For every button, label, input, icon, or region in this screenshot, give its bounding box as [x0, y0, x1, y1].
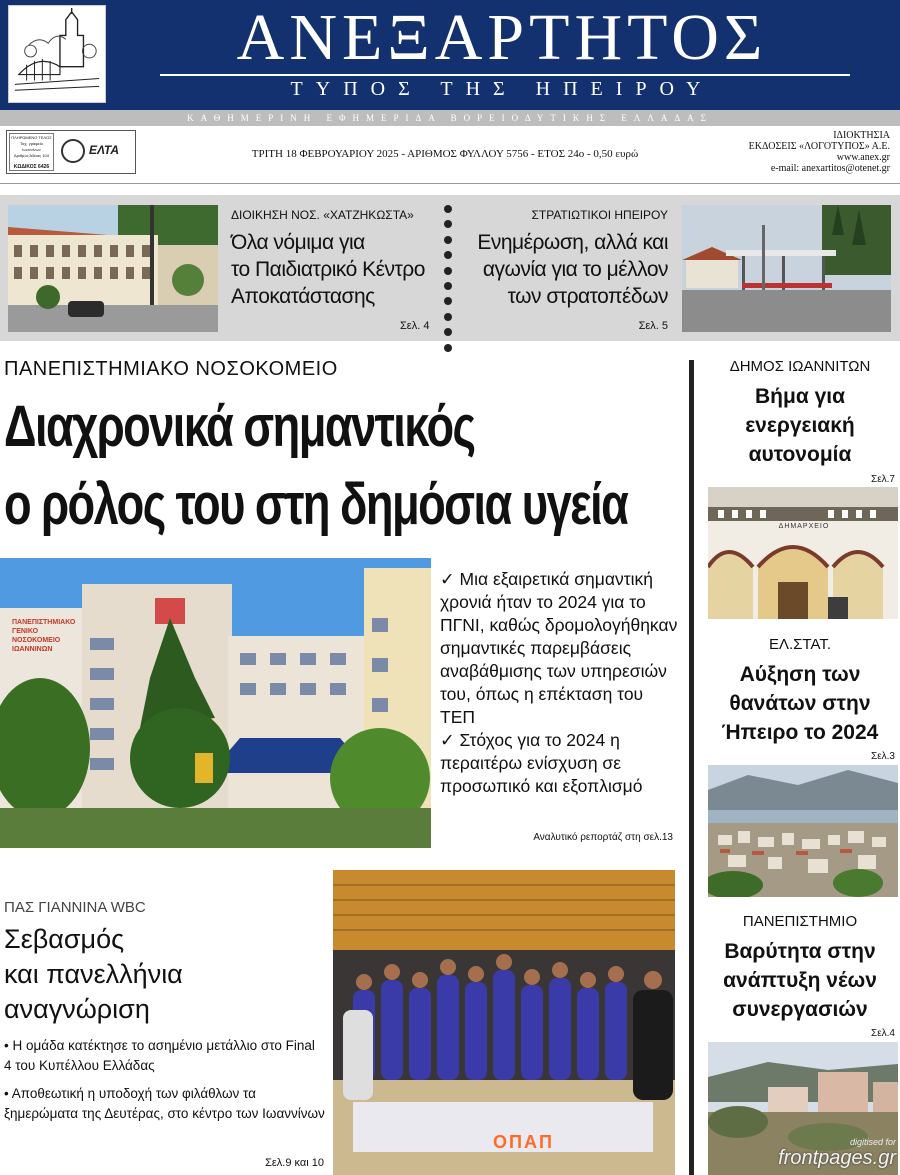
teaser-1-headline-line: το Παιδιατρικό Κέντρο — [231, 258, 425, 281]
teaser-1-headline-line: Όλα νόμιμα για — [231, 231, 365, 254]
sidebar-1-page: Σελ.7 — [871, 474, 895, 485]
watermark-small: digitised for — [849, 1137, 896, 1147]
lead-bullets — [440, 568, 680, 798]
newspaper-title: ΑΝΕΞΑΡΤΗΤΟΣ — [236, 1, 768, 74]
court-sponsor-logo: ΟΠΑΠ — [493, 1132, 554, 1152]
postal-stamp — [6, 130, 136, 174]
watermark — [776, 1138, 896, 1170]
teaser-divider-dots — [444, 205, 454, 335]
sidebar-2-headline-line: θανάτων στην — [729, 692, 871, 715]
military-camp-photo[interactable] — [682, 205, 891, 332]
sidebar-1-headline-line: αυτονομία — [748, 443, 852, 466]
teaser-1-headline-line: Αποκατάστασης — [231, 285, 375, 308]
sidebar-2-headline-line: Ήπειρο το 2024 — [721, 721, 879, 744]
pas-bullet: • Η ομάδα κατέκτησε το ασημένιο μετάλλιο στο Final 4 του Κυπέλλου Ελλάδας — [4, 1038, 315, 1073]
ownership-info — [700, 130, 890, 174]
rehab-centre-photo[interactable] — [8, 205, 218, 332]
teaser-1-label: ΔΙΟΙΚΗΣΗ ΝΟΣ. «ΧΑΤΖΗΚΩΣΤΑ» — [231, 208, 414, 222]
sidebar-2-page: Σελ.3 — [871, 751, 895, 762]
teaser-2-headline[interactable] — [460, 229, 668, 310]
hospital-sign — [12, 618, 84, 654]
teaser-2-headline-line: αγωνία για το μέλλον — [482, 258, 668, 281]
sidebar-2-headline[interactable] — [705, 660, 895, 747]
column-rule — [689, 360, 694, 1175]
elta-logo: ΕΛΤΑ — [89, 143, 120, 157]
lead-reference: Αναλυτικό ρεπορτάζ στη σελ.13 — [533, 832, 673, 843]
divider — [0, 183, 900, 184]
issue-info: ΤΡΙΤΗ 18 ΦΕΒΡΟΥΑΡΙΟΥ 2025 - ΑΡΙΘΜΟΣ ΦΥΛΛΟΥ 5756 - ΕΤΟΣ 24ο - 0,50 ευρώ — [251, 148, 639, 160]
ioannina-city-photo[interactable] — [708, 765, 898, 897]
sidebar-2-kicker: ΕΛ.ΣΤΑΤ. — [768, 636, 832, 653]
newspaper-logo — [8, 5, 106, 103]
newspaper-subtitle: ΤΥΠΟΣ ΤΗΣ ΗΠΕΙΡΟΥ — [290, 78, 714, 100]
pas-bullets — [4, 1036, 326, 1132]
tagline-bar: ΚΑΘΗΜΕΡΙΝΗ ΕΦΗΜΕΡΙΔΑ ΒΟΡΕΙΟΔΥΤΙΚΗΣ ΕΛΛΑΔΑΣ — [0, 110, 900, 126]
pas-headline[interactable] — [4, 922, 324, 1027]
sidebar-1-headline-line: ενεργειακή — [745, 414, 855, 437]
sidebar-1-headline[interactable] — [705, 382, 895, 469]
email-link[interactable]: e-mail: anexartitos@otenet.gr — [770, 163, 890, 174]
lead-headline-line: Διαχρονικά σημαντικός — [4, 394, 475, 459]
sidebar-3-headline-line: ανάπτυξη νέων — [723, 969, 877, 992]
ownership-label: ΙΔΙΟΚΤΗΣΙΑ — [833, 130, 890, 141]
sidebar-3-headline-line: συνεργασιών — [732, 998, 868, 1021]
sidebar-3-kicker: ΠΑΝΕΠΙΣΤΗΜΙΟ — [742, 913, 858, 930]
hospital-sign-line: ΠΑΝΕΠΙΣΤΗΜΙΑΚΟ — [12, 619, 76, 626]
pas-headline-line: Σεβασμός — [4, 924, 125, 954]
sidebar-1-kicker: ΔΗΜΟΣ ΙΩΑΝΝΙΤΩΝ — [729, 358, 871, 375]
pas-headline-line: αναγνώριση — [4, 994, 150, 1024]
teaser-2-page: Σελ. 5 — [638, 320, 668, 332]
elta-seal-icon — [61, 139, 85, 163]
pas-page: Σελ.9 και 10 — [265, 1157, 324, 1169]
sidebar-3-headline-line: Βαρύτητα στην — [724, 940, 876, 963]
postal-line-1: ΠΛΗΡΩΜΕΝΟ ΤΕΛΟΣ — [11, 135, 52, 140]
teaser-2-label: ΣΤΡΑΤΙΩΤΙΚΟΙ ΗΠΕΙΡΟΥ — [531, 208, 668, 222]
lead-bullet: ✓ Στόχος για το 2024 η περαιτέρω ενίσχυση σε προσωπικό και εξοπλισμό — [440, 730, 643, 796]
pas-headline-line: και πανελλήνια — [4, 959, 183, 989]
teaser-2-headline-line: Ενημέρωση, αλλά και — [477, 231, 668, 254]
teaser-2-headline-line: των στρατοπέδων — [507, 285, 668, 308]
hospital-sign-line: ΝΟΣΟΚΟΜΕΙΟ — [12, 637, 61, 644]
town-hall-sign: ΔΗΜΑΡΧΕΙΟ — [778, 523, 830, 530]
watermark-brand: frontpages.gr — [778, 1147, 896, 1169]
pas-kicker: ΠΑΣ ΓΙΑΝΝΙΝΑ WBC — [4, 899, 146, 916]
postal-line-2: Ταχ. γραφείο Ιωαννίνων — [20, 141, 43, 152]
sidebar-3-page: Σελ.4 — [871, 1028, 895, 1039]
lead-headline[interactable] — [4, 388, 690, 544]
sidebar-2-headline-line: Αύξηση των — [739, 663, 861, 686]
sidebar-3-headline[interactable] — [705, 937, 895, 1024]
lead-headline-line: ο ρόλος του στη δημόσια υγεία — [4, 472, 628, 537]
hospital-sign-line: ΓΕΝΙΚΟ — [12, 628, 39, 635]
teaser-1-headline[interactable] — [231, 229, 425, 310]
website-link[interactable]: www.anex.gr — [836, 152, 890, 163]
pas-bullet: • Αποθεωτική η υποδοχή των φιλάθλων τα ξημερώματα της Δευτέρας, στο κέντρο των Ιωαννίνων — [4, 1086, 325, 1121]
teaser-1-page: Σελ. 4 — [400, 320, 430, 332]
lead-kicker: ΠΑΝΕΠΙΣΤΗΜΙΑΚΟ ΝΟΣΟΚΟΜΕΙΟ — [4, 358, 338, 380]
basketball-team-photo[interactable] — [333, 870, 675, 1175]
sidebar-1-headline-line: Βήμα για — [754, 385, 845, 408]
hospital-sign-line: ΙΩΑΝΝΙΝΩΝ — [12, 646, 53, 653]
postal-line-3: Αριθμός Άδειας 104 — [14, 153, 49, 158]
town-hall-photo[interactable] — [708, 487, 898, 619]
hospital-photo[interactable] — [0, 558, 431, 848]
masthead — [0, 0, 900, 110]
publisher-name: ΕΚΔΟΣΕΙΣ «ΛΟΓΟΤΥΠΟΣ» Α.Ε. — [748, 141, 890, 152]
lead-bullet: ✓ Μια εξαιρετικά σημαντική χρονιά ήταν το 2024 για το ΠΓΝΙ, καθώς δρομολογήθηκαν σημαντικές παρεμβάσεις αναβάθμισης των υπηρεσιών του, όπως η επέκταση του ΤΕΠ — [440, 569, 678, 727]
postal-code: ΚΩΔΙΚΟΣ 6426 — [13, 164, 50, 170]
